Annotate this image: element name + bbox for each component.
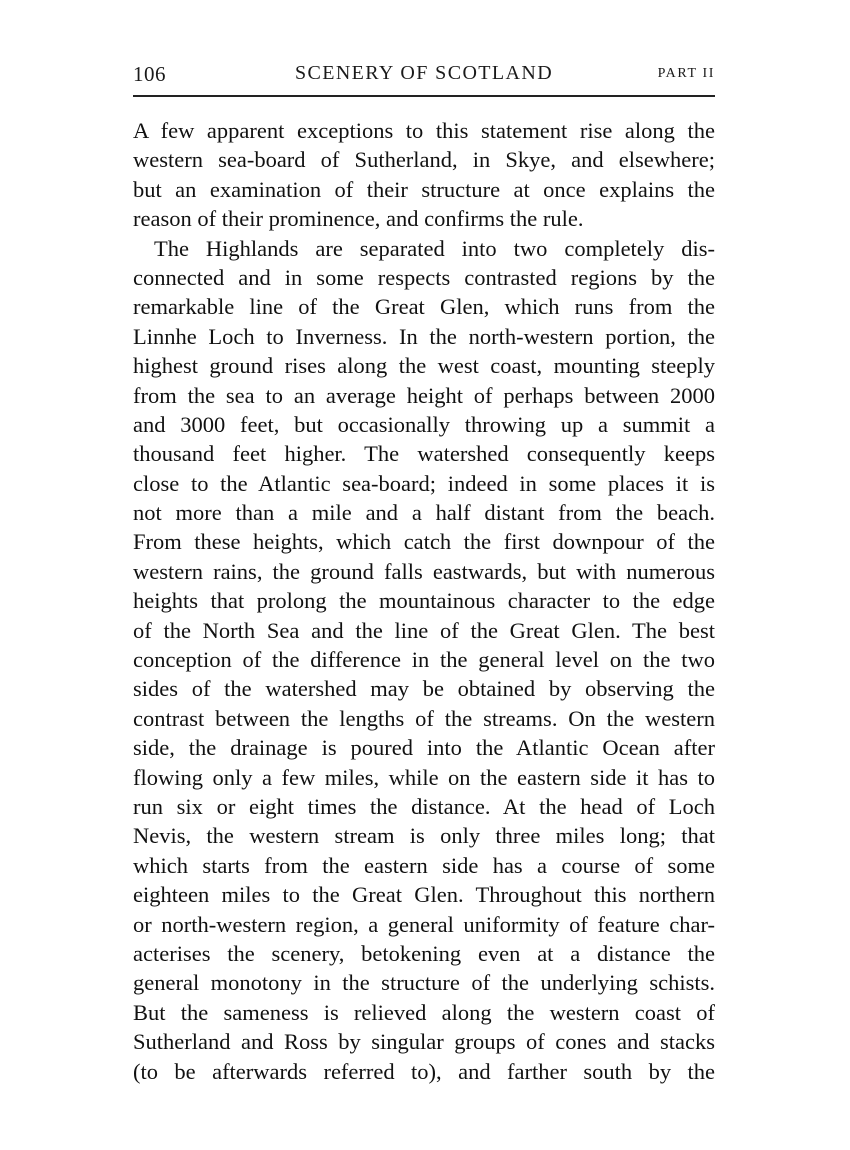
text-line: reason of their prominence, and confirms the rule. [133,206,584,232]
text-line: sides of the watershed may be obtained by observing the [133,676,715,702]
text-line: run six or eight times the distance. At the head of Loch [133,793,715,819]
text-line: western rains, the ground falls eastwards, but with numerous [133,558,715,584]
text-line: side, the drainage is poured into the Atlantic Ocean after [133,735,715,761]
body-text [133,116,715,1086]
text-line: thousand feet higher. The watershed consequently keeps [133,441,715,467]
text-line: which starts from the eastern side has a course of some [133,852,715,878]
text-line: close to the Atlantic sea-board; indeed in some places it is [133,470,715,496]
text-line: from the sea to an average height of perhaps between 2000 [133,382,715,408]
paragraph [133,234,715,1086]
text-line: But the sameness is relieved along the western coast of [133,999,715,1025]
text-line: but an examination of their structure at once explains the [133,176,715,202]
text-line: (to be afterwards referred to), and farther south by the [133,1058,715,1084]
text-line: heights that prolong the mountainous character to the edge [133,588,715,614]
text-line: remarkable line of the Great Glen, which runs from the [133,294,715,320]
text-line: highest ground rises along the west coast, mounting steeply [133,353,715,379]
running-head [133,62,715,88]
text-line: Nevis, the western stream is only three miles long; that [133,823,715,849]
text-line: Linnhe Loch to Inverness. In the north-western portion, the [133,323,715,349]
text-line: western sea-board of Sutherland, in Skye, and elsewhere; [133,147,715,173]
header-rule [133,95,715,97]
text-line: acterises the scenery, betokening even at a distance the [133,940,715,966]
running-title: SCENERY OF SCOTLAND [294,62,554,84]
page-number: 106 [133,62,166,86]
text-line: A few apparent exceptions to this statement rise along the [133,118,715,143]
text-line: or north-western region, a general uniformity of feature char- [133,911,715,937]
text-line: of the North Sea and the line of the Great Glen. The best [133,617,715,643]
text-line: not more than a mile and a half distant from the beach. [133,500,715,526]
text-line: Sutherland and Ross by singular groups of cones and stacks [133,1029,715,1055]
text-line: and 3000 feet, but occasionally throwing up a summit a [133,411,715,437]
text-line: contrast between the lengths of the streams. On the western [133,705,715,731]
text-line: eighteen miles to the Great Glen. Throughout this northern [133,882,715,908]
text-line: From these heights, which catch the first downpour of the [133,529,715,555]
text-line: The Highlands are separated into two completely dis- [154,235,715,261]
paragraph [133,116,715,234]
text-line: conception of the difference in the general level on the two [133,647,715,673]
text-line: connected and in some respects contrasted regions by the [133,264,715,290]
part-label: PART II [657,66,715,81]
text-line: general monotony in the structure of the underlying schists. [133,970,715,996]
text-line: flowing only a few miles, while on the eastern side it has to [133,764,715,790]
